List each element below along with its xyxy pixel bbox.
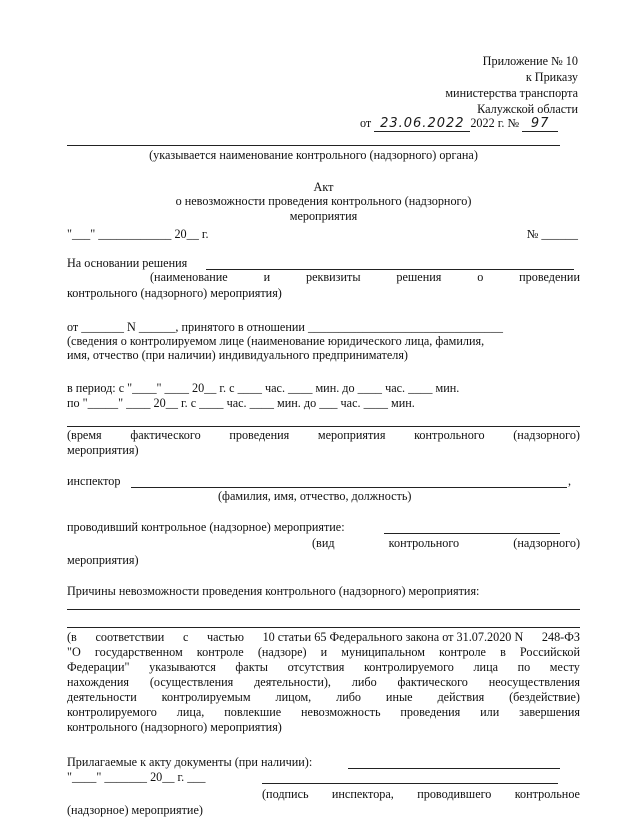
conducted-caption-word: контрольного — [388, 536, 460, 550]
basis-caption-word: о — [477, 270, 484, 284]
document-title: Акт — [313, 180, 334, 194]
reasons-line-1 — [67, 609, 580, 610]
handwritten-date: 23.06.2022 — [374, 117, 470, 132]
actual-time-caption-word: (время — [67, 428, 102, 442]
act-number-field: № ______ — [526, 227, 578, 241]
inspector-caption: (фамилия, имя, отчество, должность) — [218, 489, 412, 503]
legal-note-word: неосуществления — [488, 675, 580, 689]
legal-note-word: иные — [385, 690, 413, 704]
inspector-line-comma: , — [568, 474, 572, 488]
legal-note-word: 248-ФЗ — [541, 630, 580, 644]
legal-note-line4 — [67, 675, 580, 689]
actual-time-caption-word: мероприятия — [317, 428, 386, 442]
actual-time-caption-word: (надзорного) — [513, 428, 580, 442]
document-subtitle-line1: о невозможности проведения контрольного (надзорного) — [175, 194, 472, 208]
legal-note-word: нахождения — [67, 675, 130, 689]
legal-note-word: лица — [473, 660, 499, 674]
legal-note-word: контроле — [196, 645, 244, 659]
legal-note-word: деятельности — [67, 690, 137, 704]
conducted-type-line — [384, 533, 560, 534]
actual-time-caption-word: фактического — [130, 428, 201, 442]
legal-note-word: деятельности), — [254, 675, 331, 689]
signature-caption-line1 — [262, 787, 580, 801]
legal-note-line2 — [67, 645, 580, 659]
basis-caption-word: решения — [396, 270, 442, 284]
actual-time-caption-word: контрольного — [414, 428, 485, 442]
legal-note-word: с — [182, 630, 189, 644]
reasons-line-2 — [67, 627, 580, 628]
legal-note-word: завершения — [519, 705, 580, 719]
legal-note-word: невозможность — [301, 705, 381, 719]
document-subtitle-line2: мероприятия — [289, 209, 358, 223]
handwritten-order-number: 97 — [522, 117, 558, 132]
actual-time-caption-line1 — [67, 428, 580, 442]
legal-note-word: действия — [437, 690, 485, 704]
legal-note-word: (осуществления — [149, 675, 234, 689]
legal-note-line3 — [67, 660, 580, 674]
legal-note-word: муниципальном — [341, 645, 425, 659]
conducted-caption-word: (вид — [312, 536, 335, 550]
attachments-line — [348, 768, 560, 769]
legal-note-word: либо — [351, 675, 377, 689]
period-line-end: по "_____" ____ 20__ г. с ____ час. ____ мин. до ___ час. ____ мин. — [67, 396, 415, 410]
inspector-name-line — [131, 487, 567, 488]
legal-note-word: (надзоре) — [257, 645, 307, 659]
legal-note-word: повлекшие — [224, 705, 282, 719]
year-number-label: 2022 г. № — [470, 116, 520, 130]
inspector-label: инспектор — [67, 474, 121, 488]
date-prefix: от — [360, 116, 372, 130]
legal-note-word: (бездействие) — [509, 690, 580, 704]
legal-note-word: лица, — [176, 705, 205, 719]
basis-caption-word: и — [263, 270, 271, 284]
order-reference: к Приказу — [525, 70, 578, 84]
legal-note-word: или — [480, 705, 500, 719]
legal-note-word: в — [500, 645, 506, 659]
legal-note-word: факты — [235, 660, 268, 674]
ministry-name: министерства транспорта — [445, 86, 578, 100]
basis-caption-word: реквизиты — [305, 270, 361, 284]
signature-line — [262, 783, 558, 784]
legal-note-word: контролируемого — [363, 660, 454, 674]
appendix-number: Приложение № 10 — [482, 54, 578, 68]
conducted-caption-line1 — [312, 536, 580, 550]
signature-caption-word: (подпись — [262, 787, 309, 801]
basis-caption-line1 — [150, 270, 580, 284]
actual-time-caption-word: проведения — [229, 428, 290, 442]
legal-note-word: Федерации" — [67, 660, 130, 674]
legal-note-word: 10 статьи 65 Федерального закона от 31.07.2020 N — [262, 630, 524, 644]
legal-note-word: контролируемым — [161, 690, 251, 704]
legal-note-line7: контрольного (надзорного) мероприятия) — [67, 720, 282, 734]
legal-note-line6 — [67, 705, 580, 719]
reasons-label: Причины невозможности проведения контрольного (надзорного) мероприятия: — [67, 584, 480, 598]
order-date-line — [360, 116, 558, 132]
basis-label: На основании решения — [67, 256, 188, 270]
legal-note-word: отсутствия — [287, 660, 345, 674]
legal-note-word: указываются — [149, 660, 216, 674]
legal-note-word: государственном — [94, 645, 183, 659]
legal-note-word: фактического — [397, 675, 468, 689]
legal-note-word: "О — [67, 645, 81, 659]
signature-caption-word: проводившего — [417, 787, 492, 801]
legal-note-line5 — [67, 690, 580, 704]
signature-caption-line2: (надзорное) мероприятие) — [67, 803, 203, 817]
legal-note-word: проведения — [400, 705, 461, 719]
legal-note-word: контролируемого — [67, 705, 157, 719]
controlled-person-caption-line1: (сведения о контролируемом лице (наименование юридического лица, фамилия, — [67, 334, 485, 348]
legal-note-word: месту — [549, 660, 580, 674]
authority-name-line — [67, 145, 560, 146]
basis-caption-line2: контрольного (надзорного) мероприятия) — [67, 286, 282, 300]
basis-caption-word: проведении — [519, 270, 580, 284]
legal-note-word: соответствии — [95, 630, 165, 644]
signature-caption-word: инспектора, — [331, 787, 394, 801]
legal-note-word: частью — [207, 630, 244, 644]
legal-note-word: лицом, — [275, 690, 312, 704]
attachments-date: "____" _______ 20__ г. ___ — [67, 770, 206, 784]
legal-note-word: (в — [67, 630, 77, 644]
legal-note-word: контроле — [439, 645, 486, 659]
signature-caption-word: контрольное — [514, 787, 580, 801]
conducted-caption-line2: мероприятия) — [67, 553, 139, 567]
region-name: Калужской области — [477, 102, 578, 116]
legal-note-line1 — [67, 630, 580, 644]
controlled-person-caption-line2: имя, отчество (при наличии) индивидуального предпринимателя) — [67, 348, 408, 362]
attachments-label: Прилагаемые к акту документы (при наличии): — [67, 755, 313, 769]
legal-note-word: по — [517, 660, 531, 674]
conducted-label: проводивший контрольное (надзорное) мероприятие: — [67, 520, 345, 534]
period-line-start: в период: с "____" ____ 20__ г. с ____ час. ____ мин. до ____ час. ____ мин. — [67, 381, 460, 395]
authority-caption: (указывается наименование контрольного (надзорного) органа) — [149, 148, 478, 162]
actual-time-caption-line2: мероприятия) — [67, 443, 139, 457]
legal-note-word: и — [320, 645, 328, 659]
basis-caption-word: (наименование — [150, 270, 228, 284]
conducted-caption-word: (надзорного) — [513, 536, 580, 550]
legal-note-word: либо — [336, 690, 362, 704]
legal-note-word: Российской — [519, 645, 580, 659]
act-date-field: "___" ____________ 20__ г. — [67, 227, 209, 241]
decision-from-line: от _______ N ______, принятого в отношении ________________________________ — [67, 320, 503, 334]
actual-time-line — [67, 426, 580, 427]
